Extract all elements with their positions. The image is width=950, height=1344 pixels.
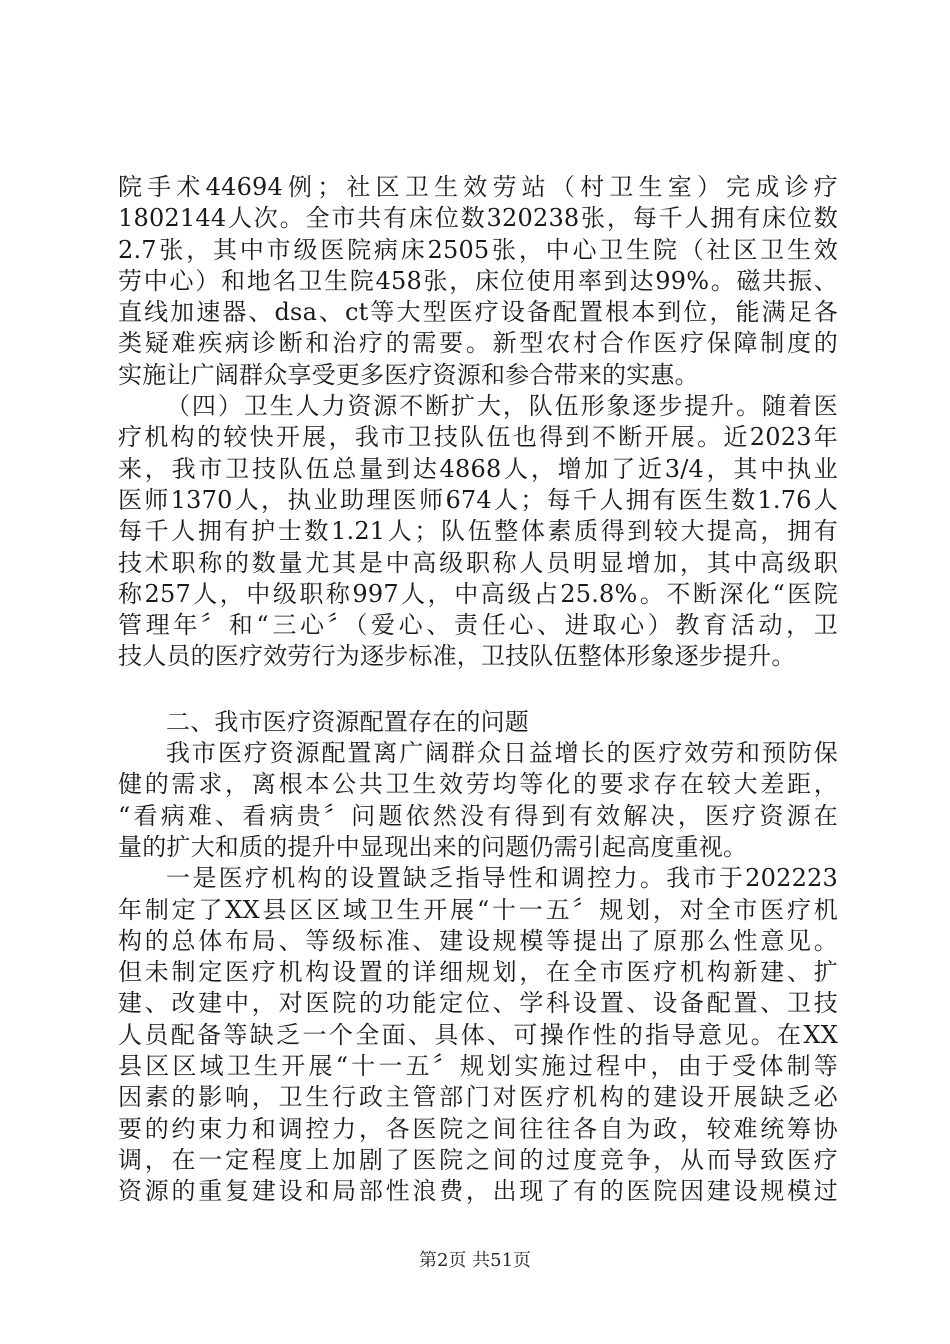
text-line: 劳中心）和地名卫生院458张，床位使用率到达99%。磁共振、: [118, 266, 838, 295]
paragraph: [118, 391, 838, 673]
text-line: 构的总体布局、等级标准、建设规模等提出了原那么性意见。: [118, 926, 838, 955]
text-line: 要的约束力和调控力，各医院之间往往各自为政，较难统筹协: [118, 1114, 838, 1143]
text-line: 实施让广阔群众享受更多医疗资源和参合带来的实惠。: [118, 360, 699, 389]
text-line: 但未制定医疗机构设置的详细规划，在全市医疗机构新建、扩: [118, 958, 838, 987]
text-line: 技术职称的数量尤其是中高级职称人员明显增加，其中高级职: [118, 548, 838, 577]
text-line: 资源的重复建设和局部性浪费，出现了有的医院因建设规模过: [118, 1177, 838, 1206]
text-line: 院手术44694例；社区卫生效劳站（村卫生室）完成诊疗: [118, 173, 838, 201]
text-line: 来，我市卫技队伍总量到达4868人，增加了近3/4，其中执业: [118, 454, 838, 483]
section-heading: [118, 707, 838, 738]
text-line: 称257人，中级职称997人，中高级占25.8%。不断深化“医院: [118, 579, 838, 608]
text-line: “看病难、看病贵〞问题依然没有得到有效解决，医疗资源在: [118, 801, 838, 830]
text-line: 量的扩大和质的提升中显现出来的问题仍需引起高度重视。: [118, 832, 748, 861]
text-line: 疗机构的较快开展，我市卫技队伍也得到不断开展。近2023年: [118, 423, 838, 452]
text-line: 每千人拥有护士数1.21人；队伍整体素质得到较大提高，拥有: [118, 517, 838, 546]
paragraph: [118, 172, 838, 391]
text-line: 年制定了XX县区区域卫生开展“十一五〞规划，对全市医疗机: [118, 895, 838, 924]
text-line: 健的需求，离根本公共卫生效劳均等化的要求存在较大差距，: [118, 770, 838, 799]
text-line: 人员配备等缺乏一个全面、具体、可操作性的指导意见。在XX: [118, 1020, 838, 1049]
text-line: （四）卫生人力资源不断扩大，队伍形象逐步提升。随着医: [166, 392, 838, 421]
document-body: [118, 172, 838, 1208]
text-line: 建、改建中，对医院的功能定位、学科设置、设备配置、卫技: [118, 989, 838, 1018]
text-line: 类疑难疾病诊断和治疗的需要。新型农村合作医疗保障制度的: [118, 329, 838, 358]
text-line: 调，在一定程度上加剧了医院之间的过度竞争，从而导致医疗: [118, 1145, 838, 1174]
text-line: 县区区域卫生开展“十一五〞规划实施过程中，由于受体制等: [118, 1052, 838, 1081]
text-line: 因素的影响，卫生行政主管部门对医疗机构的建设开展缺乏必: [118, 1083, 838, 1112]
text-line: 管理年〞和“三心〞（爱心、责任心、进取心）教育活动，卫: [118, 611, 838, 640]
text-line: 一是医疗机构的设置缺乏指导性和调控力。我市于202223: [166, 864, 838, 893]
text-line: 医师1370人，执业助理医师674人；每千人拥有医生数1.76人: [118, 485, 838, 514]
text-line: 二、我市医疗资源配置存在的问题: [166, 707, 529, 736]
text-line: 我市医疗资源配置离广阔群众日益增长的医疗效劳和预防保: [166, 739, 838, 768]
text-line: 直线加速器、dsa、ct等大型医疗设备配置根本到位，能满足各: [118, 298, 838, 327]
text-line: 2.7张，其中市级医院病床2505张，中心卫生院（社区卫生效: [118, 235, 838, 264]
text-line: 技人员的医疗效劳行为逐步标准，卫技队伍整体形象逐步提升。: [118, 642, 796, 671]
paragraph-gap: [118, 673, 838, 707]
paragraph: [118, 738, 838, 863]
text-line: 1802144人次。全市共有床位数320238张，每千人拥有床位数: [118, 204, 838, 233]
page-footer: 第2页 共51页: [418, 1250, 532, 1271]
paragraph: [118, 863, 838, 1207]
